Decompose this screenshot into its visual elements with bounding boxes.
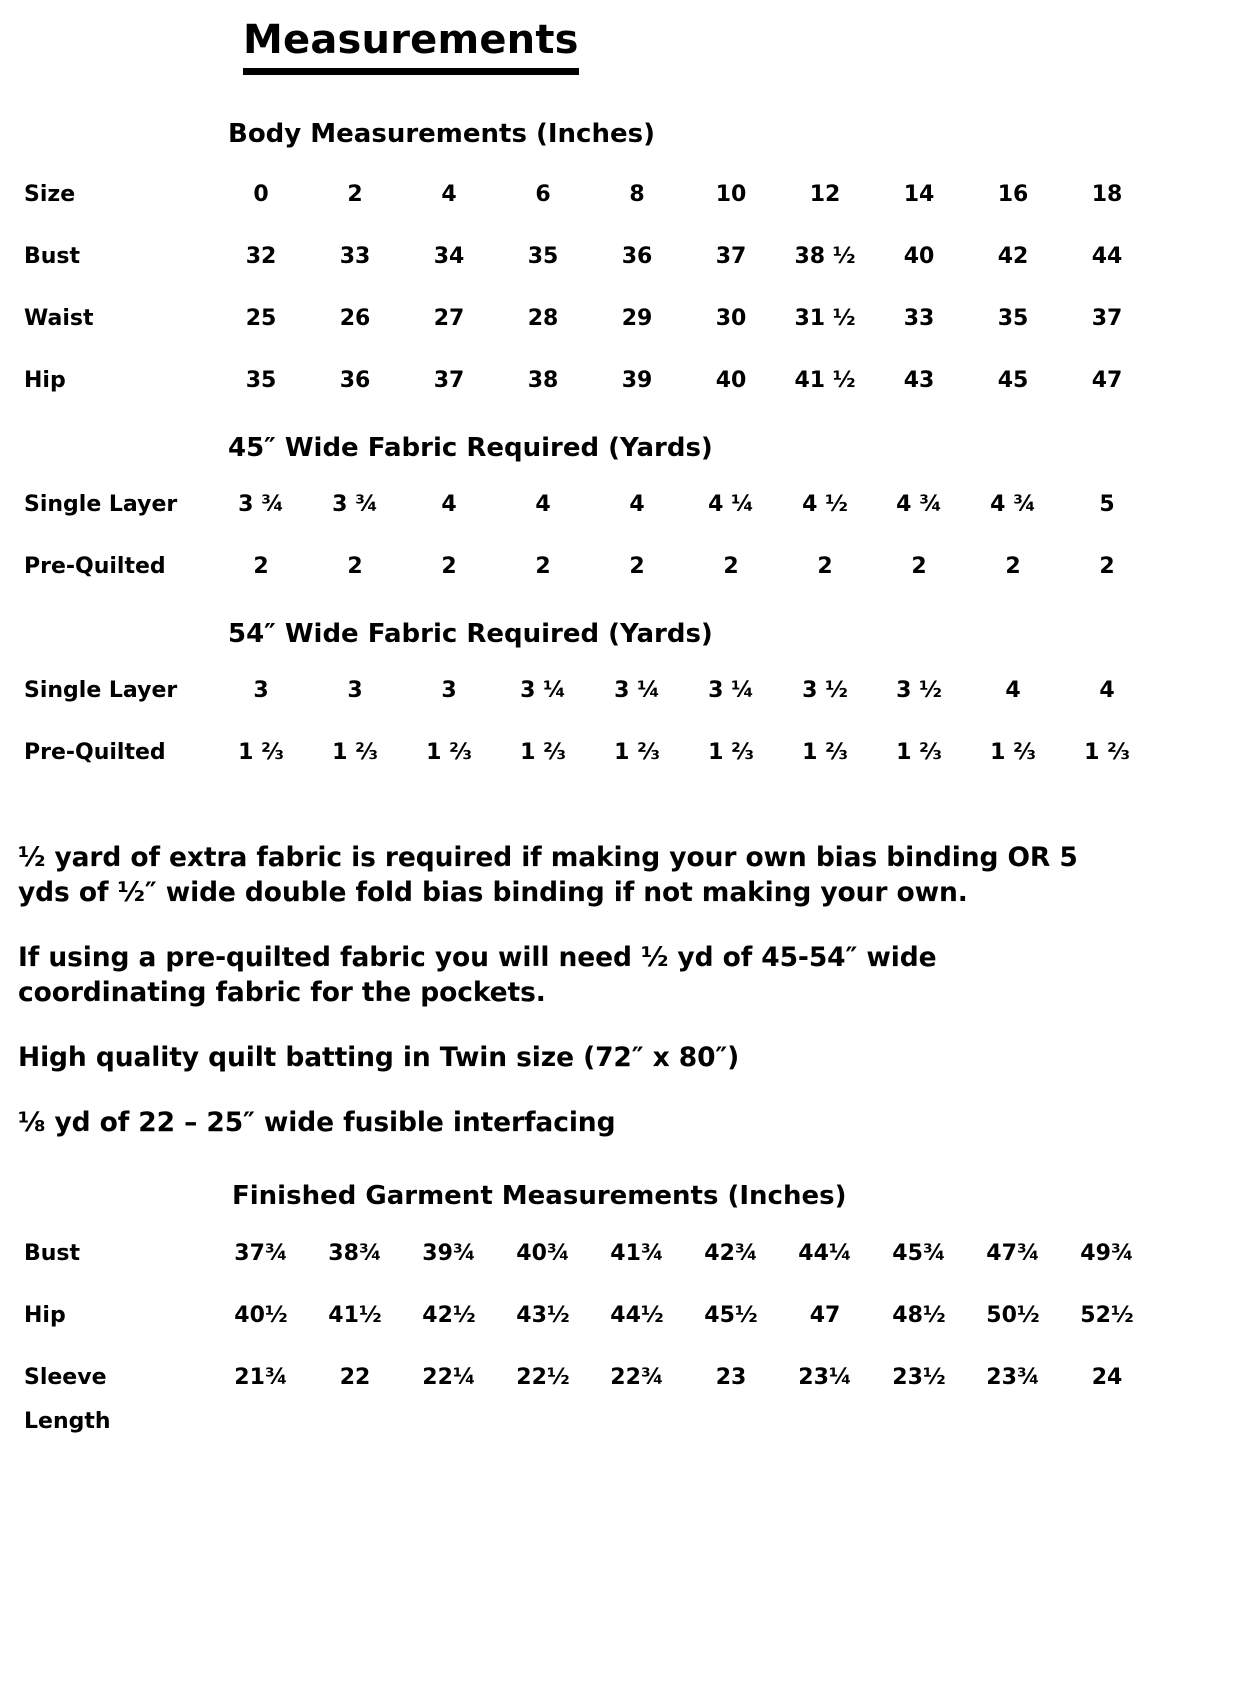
cell: 2 [441, 553, 457, 579]
row-label-bust: Bust [24, 243, 81, 269]
cell: 2 [535, 553, 551, 579]
cell: 4 [535, 491, 551, 517]
row-label-sleeve-length-line2: Length [24, 1408, 111, 1434]
note-fusible-interfacing: ⅛ yd of 22 – 25″ wide fusible interfacing [18, 1106, 616, 1138]
cell: 47 [809, 1303, 841, 1329]
table-row [24, 535, 1154, 597]
cell: 43½ [516, 1303, 570, 1329]
cell: 22¼ [422, 1365, 476, 1391]
cell: 37¾ [234, 1241, 288, 1267]
cell: 36 [339, 367, 371, 393]
cell: 41 ½ [794, 367, 856, 393]
cell: 47¾ [986, 1241, 1040, 1267]
cell: 50½ [986, 1303, 1040, 1329]
cell: 23½ [892, 1365, 946, 1391]
cell: 2 [347, 553, 363, 579]
cell: 41¾ [610, 1241, 664, 1267]
cell: 3 ½ [802, 677, 848, 703]
cell: 30 [715, 305, 747, 331]
cell: 40¾ [516, 1241, 570, 1267]
cell: 37 [715, 243, 747, 269]
cell: 1 ⅔ [238, 739, 284, 765]
cell: 38¾ [328, 1241, 382, 1267]
cell: 1 ⅔ [614, 739, 660, 765]
cell: 6 [535, 181, 551, 207]
cell: 4 [1099, 677, 1115, 703]
cell: 4 ¼ [708, 491, 754, 517]
cell: 23 [715, 1365, 747, 1391]
cell: 14 [903, 181, 935, 207]
cell: 10 [715, 181, 747, 207]
cell: 24 [1091, 1365, 1123, 1391]
cell: 35 [997, 305, 1029, 331]
cell: 39 [621, 367, 653, 393]
cell: 16 [997, 181, 1029, 207]
cell: 42 [997, 243, 1029, 269]
note-quilt-batting: High quality quilt batting in Twin size (72″ x 80″) [18, 1041, 740, 1073]
cell: 1 ⅔ [332, 739, 378, 765]
notes-block [0, 841, 1248, 1141]
cell: 45½ [704, 1303, 758, 1329]
cell: 32 [245, 243, 277, 269]
cell: 28 [527, 305, 559, 331]
cell: 3 [253, 677, 269, 703]
cell: 1 ⅔ [802, 739, 848, 765]
cell: 3 ¼ [708, 677, 754, 703]
table-row [24, 659, 1154, 721]
cell: 23¼ [798, 1365, 852, 1391]
table-row [24, 225, 1154, 287]
row-label-pre-quilted: Pre-Quilted [24, 739, 166, 765]
fabric-45-table [24, 473, 1154, 597]
cell: 4 ½ [802, 491, 848, 517]
row-label-single-layer: Single Layer [24, 677, 178, 703]
cell: 3 ¾ [238, 491, 284, 517]
cell: 22¾ [610, 1365, 664, 1391]
cell: 2 [911, 553, 927, 579]
cell: 2 [723, 553, 739, 579]
cell: 38 [527, 367, 559, 393]
body-measurements-table [24, 163, 1154, 411]
note-pre-quilted-pockets: If using a pre-quilted fabric you will need ½ yd of 45-54″ wide coordinating fabric for the pockets. [18, 941, 937, 1008]
cell: 22½ [516, 1365, 570, 1391]
cell: 2 [347, 181, 363, 207]
cell: 39¾ [422, 1241, 476, 1267]
cell: 47 [1091, 367, 1123, 393]
cell: 5 [1099, 491, 1115, 517]
cell: 29 [621, 305, 653, 331]
cell: 33 [339, 243, 371, 269]
cell: 45¾ [892, 1241, 946, 1267]
cell: 34 [433, 243, 465, 269]
cell: 23¾ [986, 1365, 1040, 1391]
finished-garment-table [24, 1223, 1154, 1434]
cell: 37 [1091, 305, 1123, 331]
cell: 1 ⅔ [426, 739, 472, 765]
table-row [24, 1347, 1154, 1409]
cell: 42¾ [704, 1241, 758, 1267]
table-row [24, 1409, 1154, 1434]
body-measurements-heading: Body Measurements (Inches) [228, 119, 655, 149]
row-label-bust: Bust [24, 1241, 81, 1267]
row-label-hip: Hip [24, 1303, 66, 1329]
cell: 2 [253, 553, 269, 579]
cell: 1 ⅔ [896, 739, 942, 765]
cell: 4 [441, 491, 457, 517]
cell: 49¾ [1080, 1241, 1134, 1267]
cell: 27 [433, 305, 465, 331]
fabric-54-table [24, 659, 1154, 783]
cell: 36 [621, 243, 653, 269]
cell: 35 [245, 367, 277, 393]
cell: 48½ [892, 1303, 946, 1329]
cell: 3 ¾ [332, 491, 378, 517]
cell: 4 ¾ [896, 491, 942, 517]
cell: 2 [1099, 553, 1115, 579]
cell: 4 [441, 181, 457, 207]
cell: 0 [253, 181, 269, 207]
table-row [24, 349, 1154, 411]
row-label-single-layer: Single Layer [24, 491, 178, 517]
cell: 3 [441, 677, 457, 703]
fabric-54-heading: 54″ Wide Fabric Required (Yards) [228, 619, 713, 649]
cell: 21¾ [234, 1365, 288, 1391]
cell: 37 [433, 367, 465, 393]
cell: 3 ½ [896, 677, 942, 703]
table-row [24, 163, 1154, 225]
table-row [24, 473, 1154, 535]
cell: 4 ¾ [990, 491, 1036, 517]
row-label-pre-quilted: Pre-Quilted [24, 553, 166, 579]
cell: 52½ [1080, 1303, 1134, 1329]
cell: 44¼ [798, 1241, 852, 1267]
cell: 40 [715, 367, 747, 393]
table-row [24, 1285, 1154, 1347]
cell: 3 [347, 677, 363, 703]
cell: 3 ¼ [614, 677, 660, 703]
cell: 33 [903, 305, 935, 331]
cell: 2 [1005, 553, 1021, 579]
cell: 1 ⅔ [1084, 739, 1130, 765]
table-row [24, 1223, 1154, 1285]
cell: 42½ [422, 1303, 476, 1329]
cell: 35 [527, 243, 559, 269]
note-bias-binding: ½ yard of extra fabric is required if making your own bias binding OR 5 yds of ½″ wide double fold bias binding if not making your own. [18, 842, 1078, 908]
row-label-hip: Hip [24, 367, 66, 393]
title-container [0, 0, 1248, 75]
cell: 26 [339, 305, 371, 331]
cell: 45 [997, 367, 1029, 393]
cell: 31 ½ [794, 305, 856, 331]
fabric-45-heading: 45″ Wide Fabric Required (Yards) [228, 433, 713, 463]
cell: 38 ½ [794, 243, 856, 269]
cell: 12 [809, 181, 841, 207]
cell: 8 [629, 181, 645, 207]
cell: 4 [1005, 677, 1021, 703]
page-title: Measurements [243, 18, 579, 75]
finished-garment-heading: Finished Garment Measurements (Inches) [232, 1180, 847, 1211]
cell: 3 ¼ [520, 677, 566, 703]
cell: 1 ⅔ [708, 739, 754, 765]
row-label-sleeve-length: Sleeve [24, 1365, 107, 1391]
cell: 41½ [328, 1303, 382, 1329]
cell: 1 ⅔ [520, 739, 566, 765]
cell: 43 [903, 367, 935, 393]
cell: 4 [629, 491, 645, 517]
row-label-size: Size [24, 181, 76, 207]
cell: 40½ [234, 1303, 288, 1329]
row-label-waist: Waist [24, 305, 94, 331]
cell: 22 [339, 1365, 371, 1391]
cell: 40 [903, 243, 935, 269]
cell: 44½ [610, 1303, 664, 1329]
cell: 2 [629, 553, 645, 579]
cell: 2 [817, 553, 833, 579]
table-row [24, 287, 1154, 349]
cell: 44 [1091, 243, 1123, 269]
cell: 1 ⅔ [990, 739, 1036, 765]
cell: 18 [1091, 181, 1123, 207]
cell: 25 [245, 305, 277, 331]
table-row [24, 721, 1154, 783]
